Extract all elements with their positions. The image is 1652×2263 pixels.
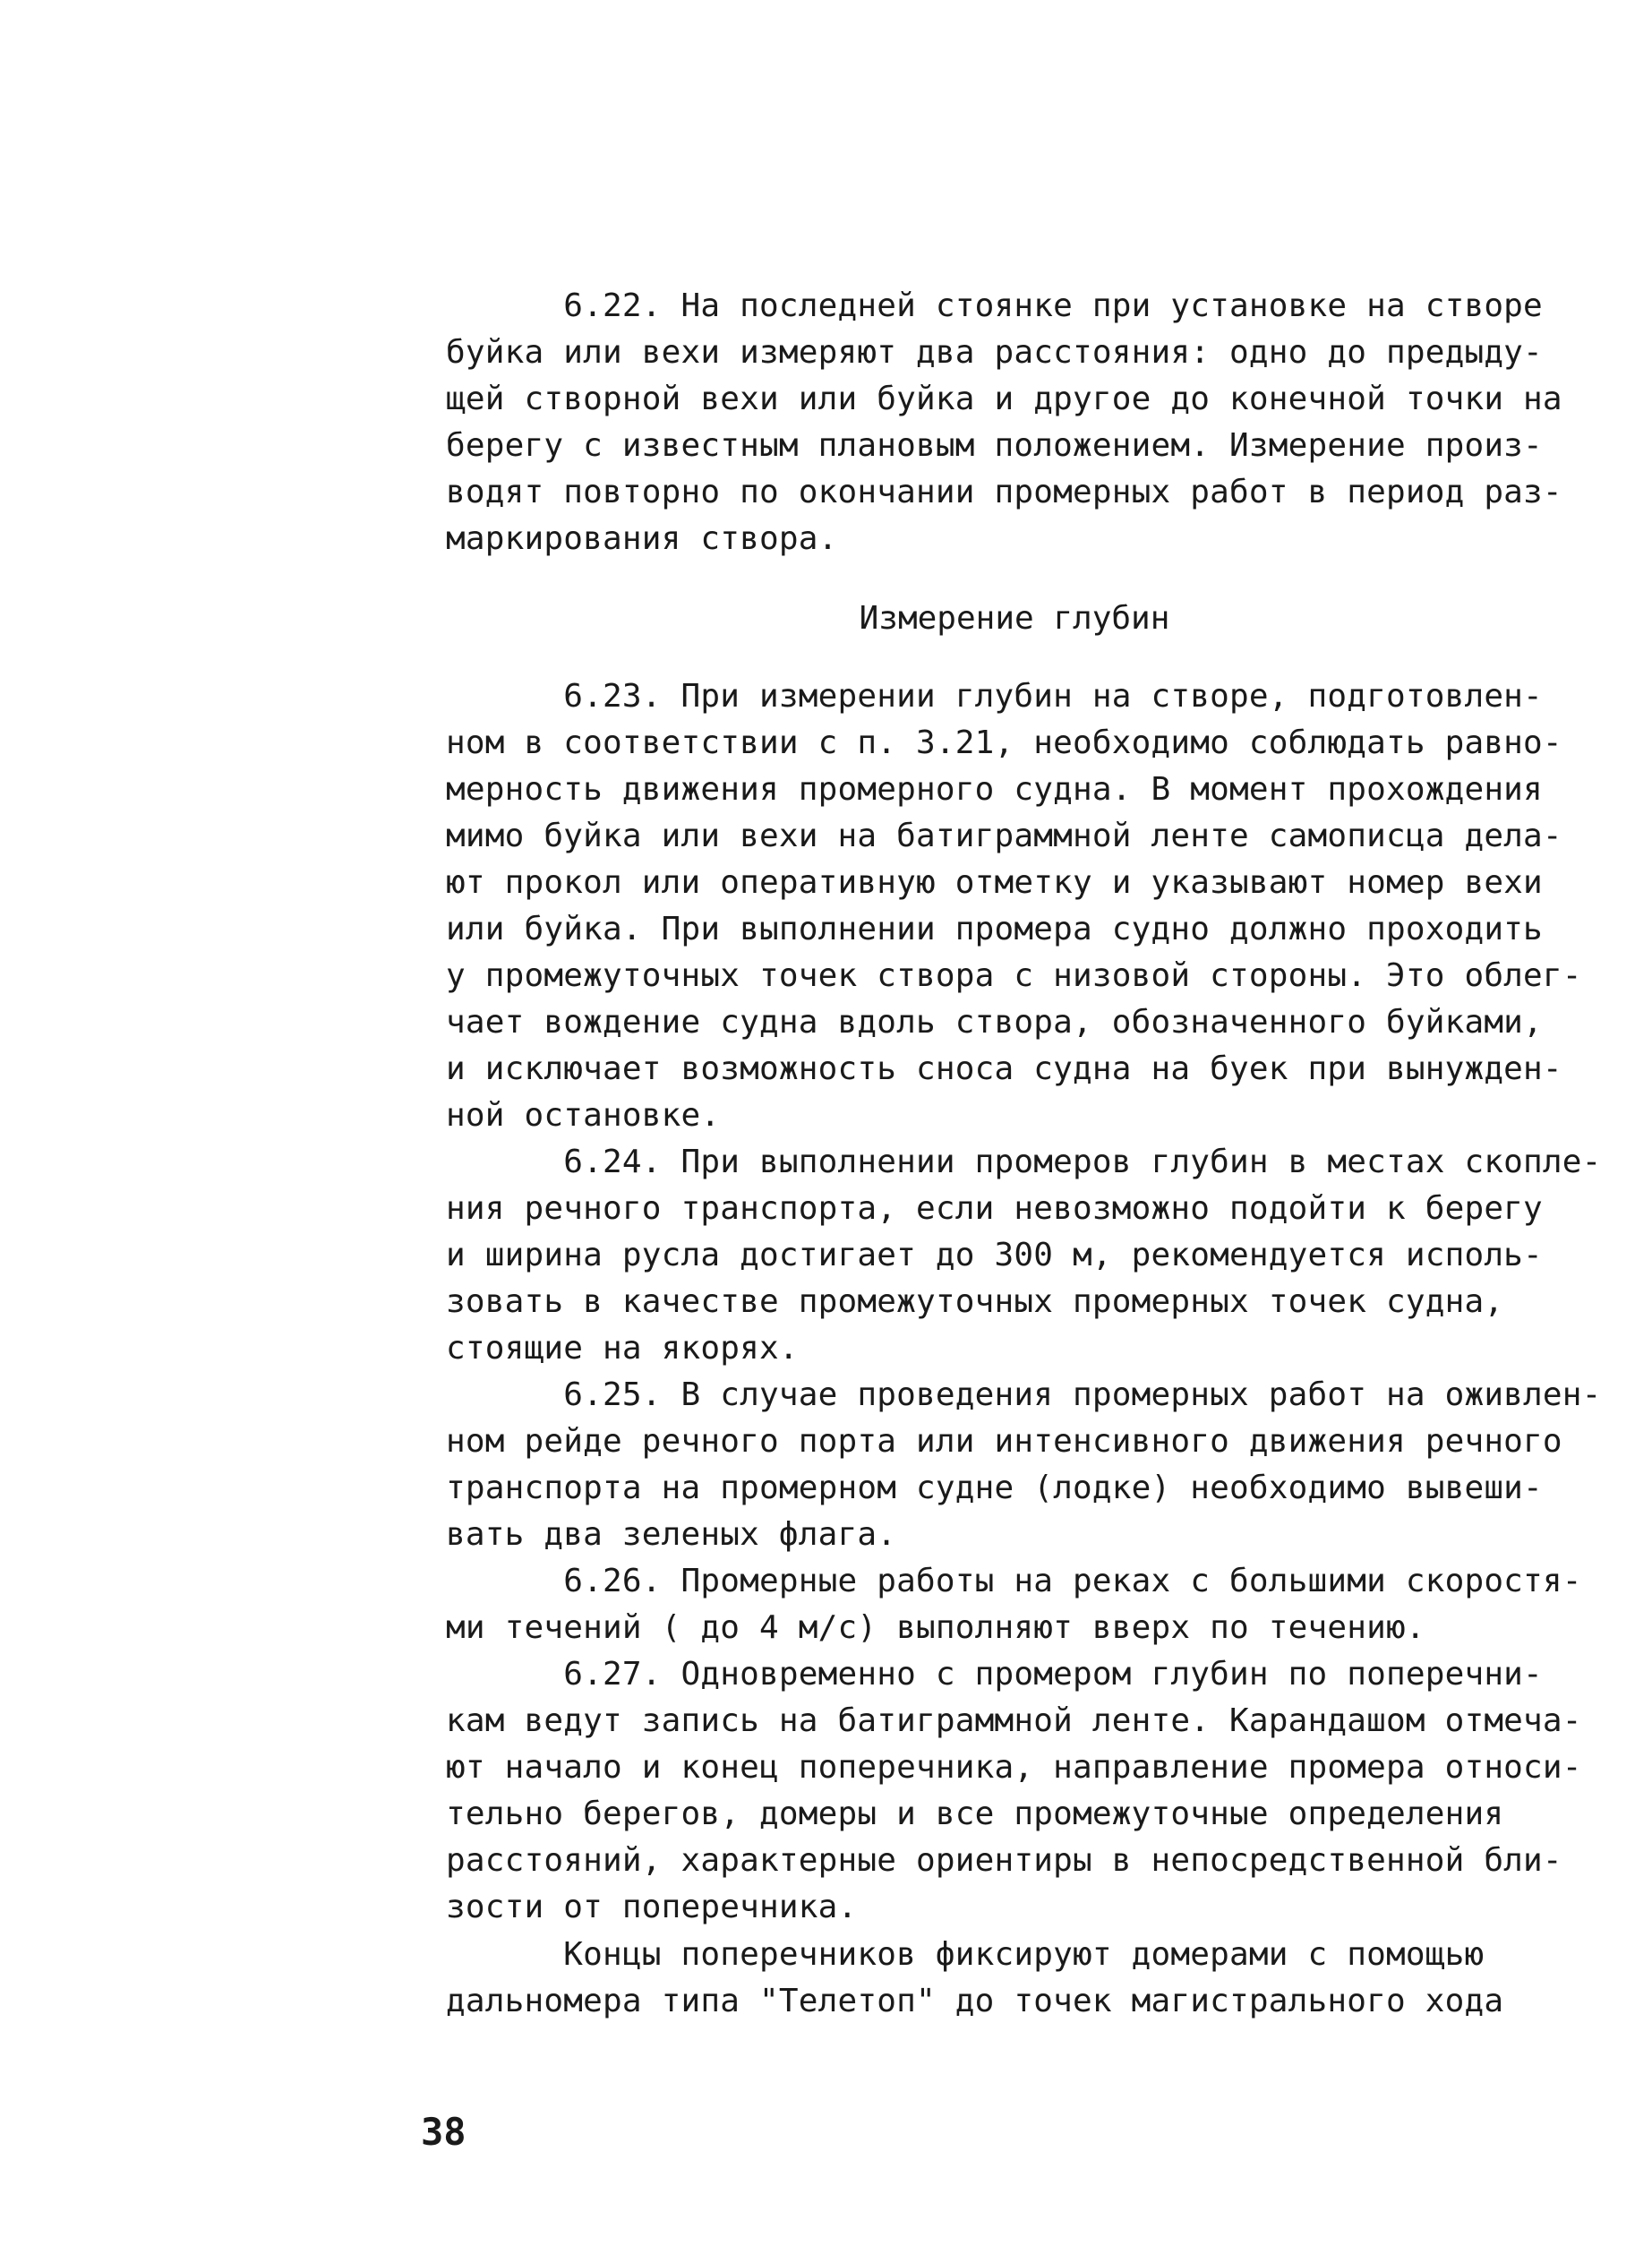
text-line: транспорта на промерном судне (лодке) необходимо вывеши-	[446, 1470, 1543, 1506]
page-number: 38	[421, 2110, 466, 2154]
paragraph-6-26	[446, 1558, 1583, 1651]
text-line: ми течений ( до 4 м/с) выполняют вверх по течению.	[446, 1609, 1425, 1646]
paragraph-6-25	[446, 1372, 1602, 1558]
text-line: дальномера типа "Телетоп" до точек магистрального хода	[446, 1983, 1504, 2019]
text-line: чает вождение судна вдоль створа, обозначенного буйками,	[446, 1004, 1543, 1041]
text-line: 6.22. На последней стоянке при установке на створе	[446, 287, 1543, 324]
paragraph-6-23	[446, 673, 1583, 1139]
text-line: стоящие на якорях.	[446, 1330, 799, 1367]
text-line: ют прокол или оперативную отметку и указывают номер вехи	[446, 864, 1543, 901]
paragraph-final	[446, 1932, 1583, 2025]
text-line: маркирования створа.	[446, 520, 838, 557]
text-line: 6.25. В случае проведения промерных работ на оживлен-	[446, 1376, 1602, 1413]
text-line: зовать в качестве промежуточных промерных точек судна,	[446, 1283, 1504, 1320]
text-line: тельно берегов, домеры и все промежуточные определения	[446, 1796, 1504, 1832]
text-line: 6.24. При выполнении промеров глубин в местах скопле-	[446, 1144, 1602, 1180]
text-line: Концы поперечников фиксируют домерами с помощью	[446, 1936, 1485, 1973]
text-line: водят повторно по окончании промерных работ в период раз-	[446, 474, 1562, 510]
text-line: зости от поперечника.	[446, 1889, 858, 1925]
text-line: и ширина русла достигает до 300 м, рекомендуется исполь-	[446, 1237, 1543, 1273]
paragraph-6-27	[446, 1651, 1583, 1931]
text-line: и исключает возможность сноса судна на буек при вынужден-	[446, 1050, 1562, 1087]
text-line: мерность движения промерного судна. В момент прохождения	[446, 771, 1543, 808]
text-line: 6.23. При измерении глубин на створе, подготовлен-	[446, 678, 1543, 715]
text-line: ном в соответствии с п. 3.21, необходимо соблюдать равно-	[446, 724, 1562, 761]
text-line: 6.26. Промерные работы на реках с большими скоростя-	[446, 1563, 1582, 1599]
text-line: кам ведут запись на батиграммной ленте. Карандашом отмеча-	[446, 1702, 1582, 1739]
text-line: у промежуточных точек створа с низовой стороны. Это облег-	[446, 957, 1582, 994]
text-line: 6.27. Одновременно с промером глубин по поперечни-	[446, 1656, 1543, 1693]
section-heading: Измерение глубин	[859, 600, 1170, 637]
text-line: ют начало и конец поперечника, направление промера относи-	[446, 1749, 1582, 1786]
text-line: берегу с известным плановым положением. Измерение произ-	[446, 427, 1543, 464]
text-line: ной остановке.	[446, 1097, 721, 1134]
text-line: расстояний, характерные ориентиры в непосредственной бли-	[446, 1842, 1562, 1879]
text-line: щей створной вехи или буйка и другое до конечной точки на	[446, 381, 1562, 417]
text-line: вать два зеленых флага.	[446, 1516, 897, 1553]
text-line: буйка или вехи измеряют два расстояния: одно до предыду-	[446, 334, 1543, 371]
paragraph-6-22	[446, 283, 1583, 562]
text-line: ния речного транспорта, если невозможно подойти к берегу	[446, 1190, 1543, 1227]
paragraph-6-24	[446, 1139, 1602, 1372]
text-line: мимо буйка или вехи на батиграммной ленте самописца дела-	[446, 818, 1562, 854]
text-line: или буйка. При выполнении промера судно должно проходить	[446, 911, 1543, 947]
text-line: ном рейде речного порта или интенсивного движения речного	[446, 1423, 1562, 1460]
